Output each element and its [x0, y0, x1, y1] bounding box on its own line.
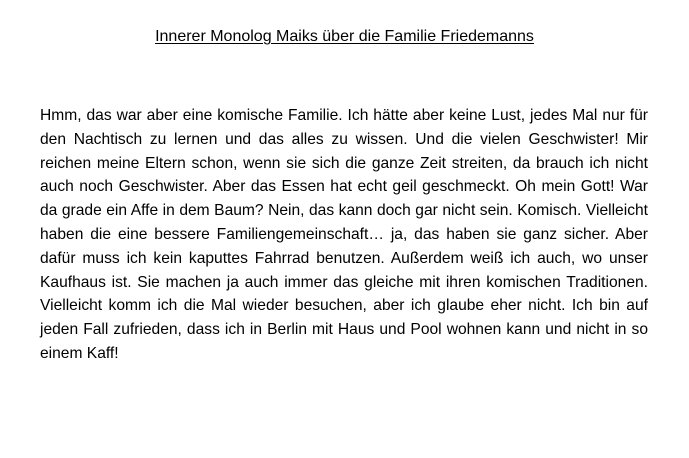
document-title: Innerer Monolog Maiks über die Familie Friedemanns	[155, 28, 534, 45]
monologue-paragraph: Hmm, das war aber eine komische Familie. Ich hätte aber keine Lust, jedes Mal nur für den Nachtisch zu lernen und das alles zu wissen. Und die vielen Geschwister! Mir reichen meine Eltern schon, wenn sie sich die ganze Zeit streiten, da brauch ich nicht auch noch Geschwister. Aber das Essen hat echt geil geschmeckt. Oh mein Gott! War da grade ein Affe in dem Baum? Nein, das kann doch gar nicht sein. Komisch. Vielleicht haben die eine bessere Familiengemeinschaft… ja, das haben sie ganz sicher. Aber dafür muss ich kein kaputtes Fahrrad benutzen. Außerdem weiß ich auch, wo unser Kaufhaus ist. Sie machen ja auch immer das gleiche mit ihren komischen Traditionen. Vielleicht komm ich die Mal wieder besuchen, aber ich glaube eher nicht. Ich bin auf jeden Fall zufrieden, dass ich in Berlin mit Haus und Pool wohnen kann und nicht in so einem Kaff!	[40, 107, 648, 362]
